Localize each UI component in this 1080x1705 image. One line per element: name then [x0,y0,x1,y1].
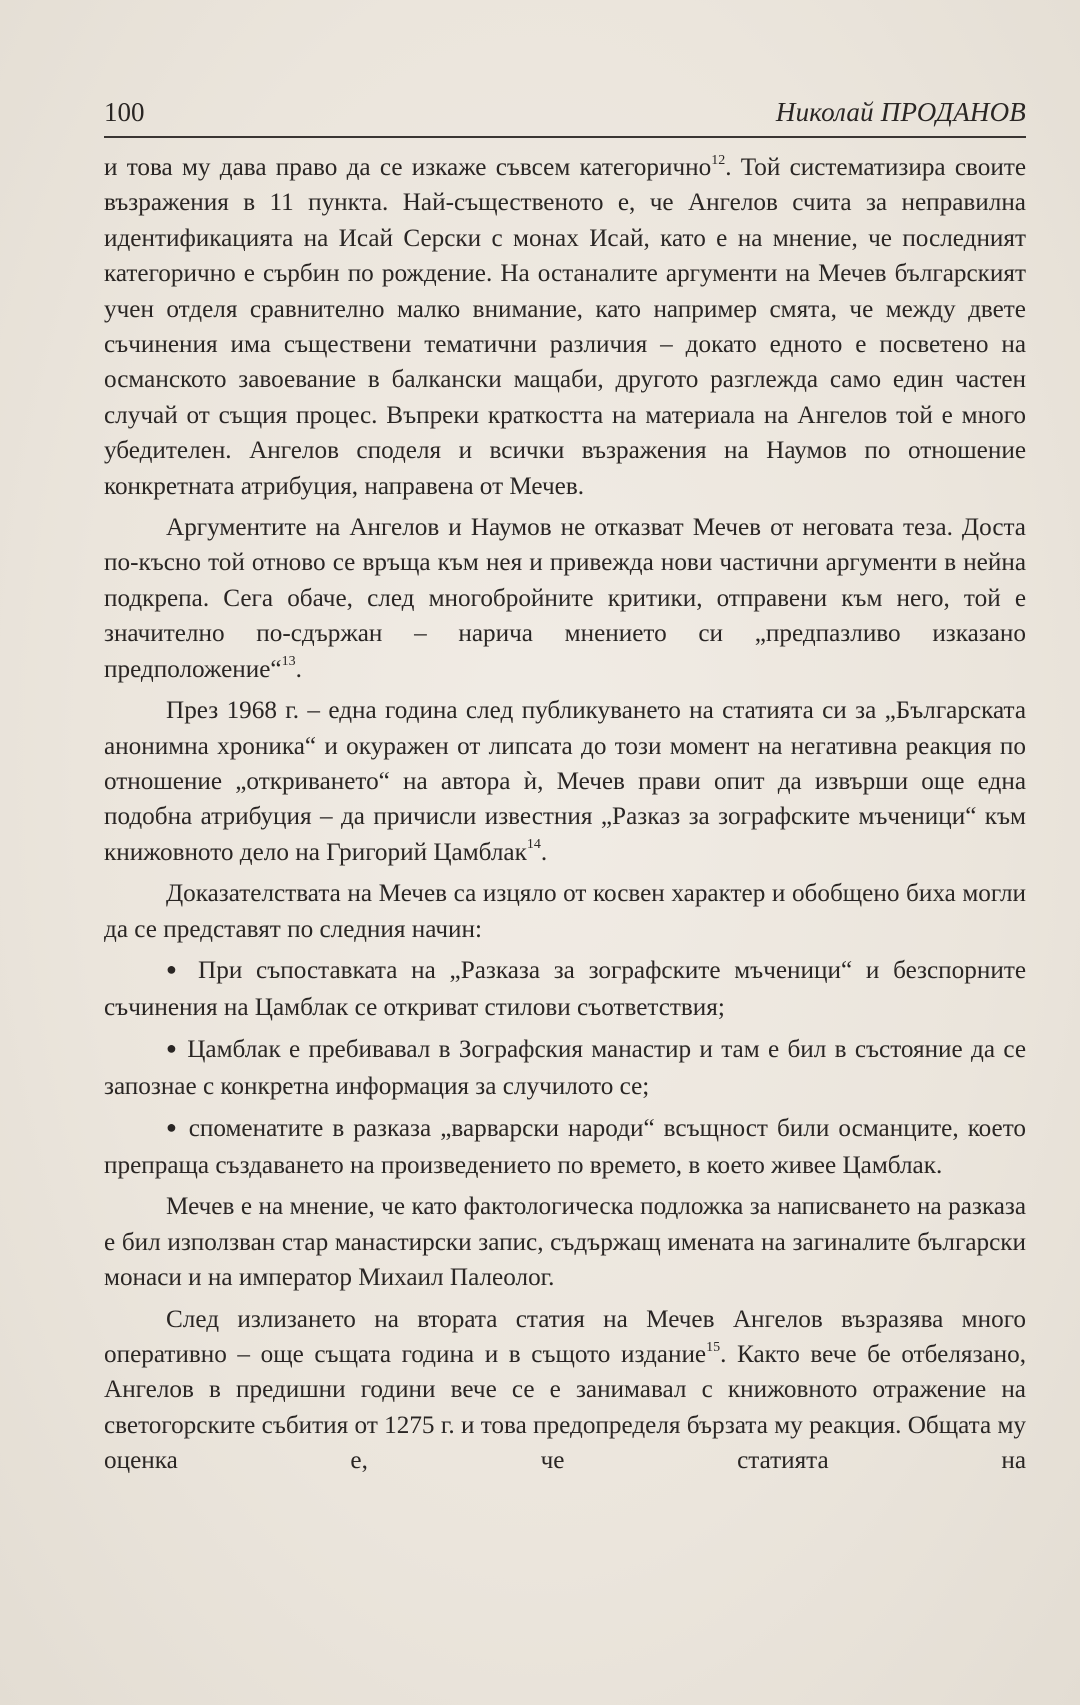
bullet-icon: ● [166,1037,179,1058]
paragraph [104,693,1026,870]
footnote-ref: 15 [706,1339,721,1355]
footnote-ref: 14 [526,837,541,853]
page-number: 100 [104,97,145,127]
bullet-list [104,953,1026,1183]
paragraph-text: . Както вече бе отбелязано, Ангелов в предишни години вече се е занимавал с книжовното отражение на светогорските събития от 1275 г. и това предопределя бързата му реакция. Общата му оценка е, че статията на [104,1341,1026,1475]
paragraph: Мечев е на мнение, че като фактологическа подложка за написването на разказа е бил използван стар манастирски запис, съдържащ имената на загиналите български монаси и на император Михаил Палеолог. [104,1193,1026,1292]
paragraph-text: След излизането на втората статия на Мечев Ангелов възразява много оперативно – още същата година и в същото издание [104,1305,1026,1368]
bullet-icon: ● [166,1116,180,1137]
paragraph-text: и това му дава право да се изкаже съвсем категорично [104,154,712,181]
bullet-item [104,1032,1026,1105]
body-text [104,150,1026,1485]
page-header [104,92,1026,138]
paragraph [104,1302,1026,1479]
bullet-icon: ● [166,958,185,979]
paragraph [104,510,1026,687]
paragraph-text: Аргументите на Ангелов и Наумов не отказват Мечев от неговата теза. Доста по-късно той отново се връща към нея и привежда нови частични аргументи в нейна подкрепа. Сега обаче, след многобройните критики, отправени към него, той е значително по-сдържан – нарича мнението си „предпазливо изказано предположение“ [104,514,1026,683]
bullet-item [104,1111,1026,1184]
footnote-ref: 12 [711,152,726,168]
bullet-text: споменатите в разказа „варварски народи“ всъщност били османците, което препраща създаването на произведението по времето, в което живее Цамблак. [104,1114,1027,1179]
footnote-ref: 13 [281,654,296,670]
bullet-text: Цамблак е пребивавал в Зографския манастир и там е бил в състояние да се запознае с конкретна информация за случилото се; [104,1035,1026,1101]
paragraph-text: . [540,838,548,866]
paragraph-text: През 1968 г. – една година след публикуването на статията си за „Българската анонимна хроника“ и окуражен от липсата до този момент на негативна реакция по отношение „откриването“ на автора ѝ, Мечев прави опит да извърши още една подобна атрибуция – да причисли известния „Разказ за зографските мъченици“ към книжовното дело на Григорий Цамблак [104,697,1026,866]
bullet-text: При съпоставката на „Разказа за зографските мъченици“ и безспорните съчинения на Цамблак се откриват стилови съответствия; [104,956,1026,1022]
paragraph-text: . [295,655,302,683]
paragraph [104,150,1026,504]
paragraph-text: . Той систематизира своите възражения в 11 пункта. Най-същественото е, че Ангелов счита за неправилна идентификацията на Исай Серски с монах Исай, като е на мнение, че последният категорично е сърбин по рождение. На останалите аргументи на Мечев българският учен отделя сравнително малко внимание, като например смята, че между двете съчинения има съществени тематични различия – докато едното е посветено на османското завоевание в балкански мащаби, другото разглежда само един частен случай от същия процес. Въпреки краткостта на материала на Ангелов той е много убедителен. Ангелов споделя и всички възражения на Наумов по отношение конкретната атрибуция, направена от Мечев. [104,154,1027,500]
bullet-item [104,953,1026,1026]
paragraph: Доказателствата на Мечев са изцяло от косвен характер и обобщено биха могли да се представят по следния начин: [104,880,1026,943]
running-head: Николай ПРОДАНОВ [775,97,1026,127]
